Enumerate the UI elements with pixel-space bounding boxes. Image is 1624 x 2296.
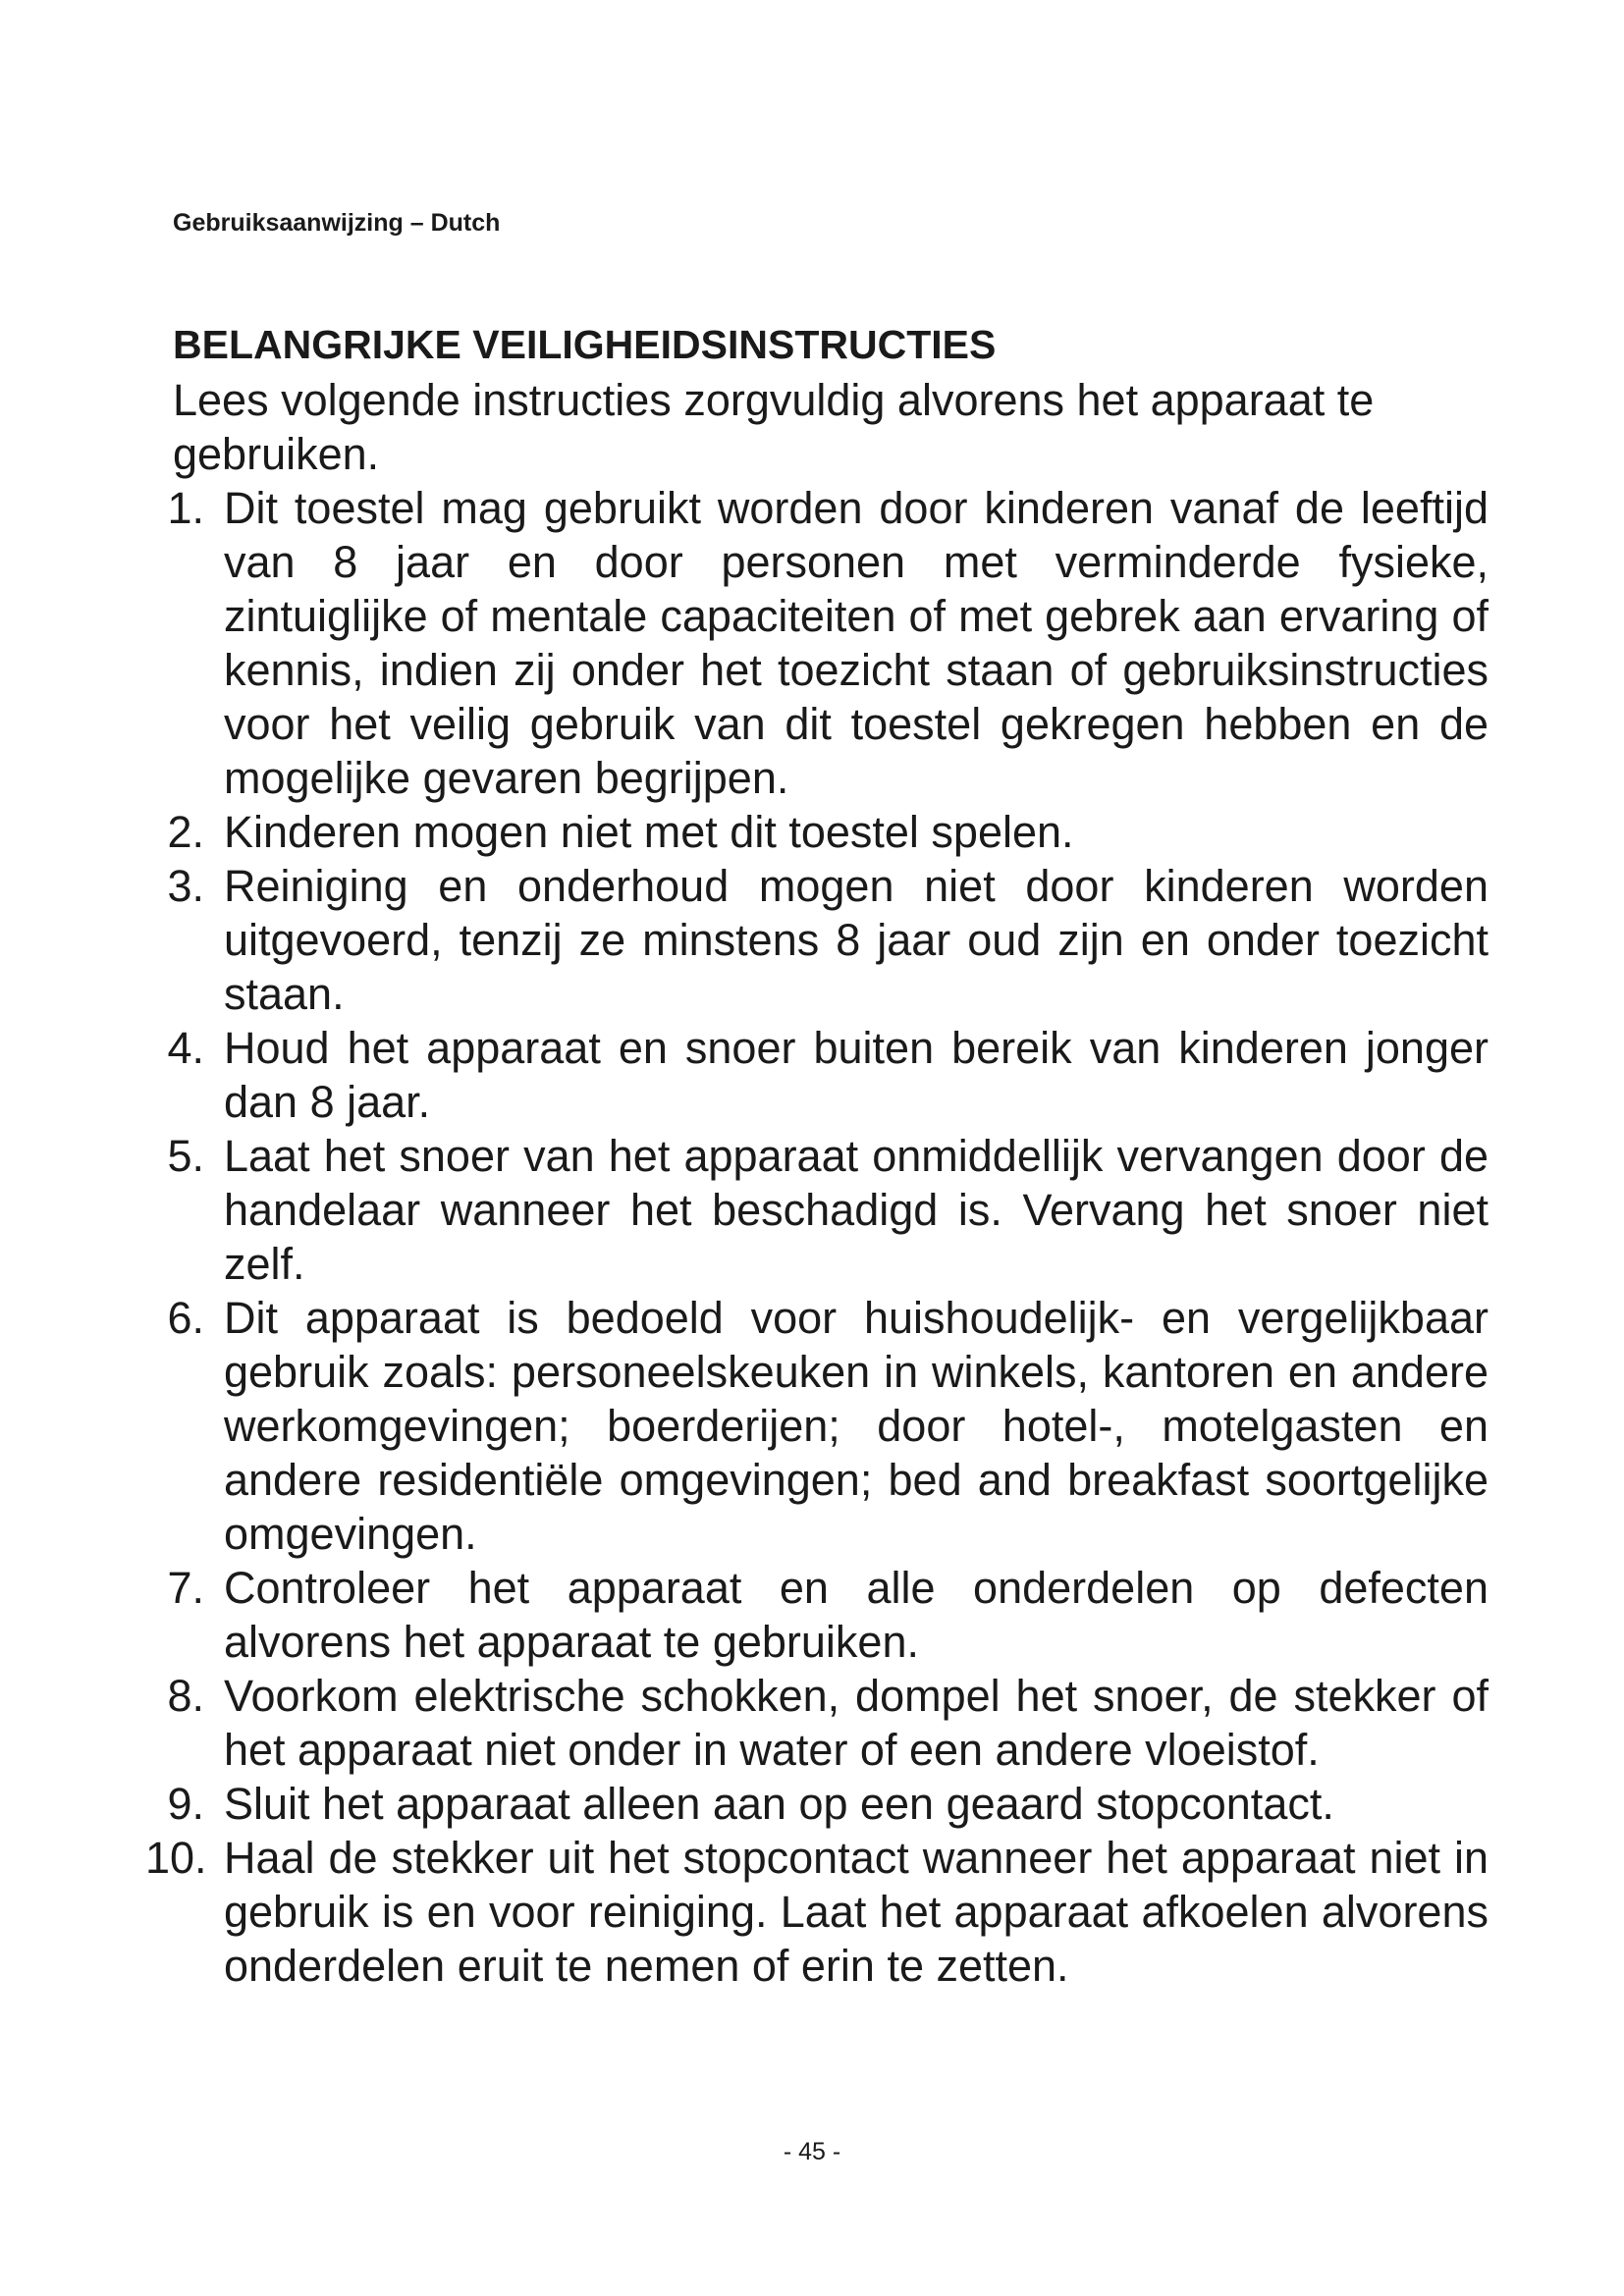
instruction-list	[145, 481, 1489, 1993]
item-number: 4.	[167, 1023, 204, 1073]
item-text: Kinderen mogen niet met dit toestel spelen.	[224, 807, 1074, 857]
item-text: Houd het apparaat en snoer buiten bereik van kinderen jonger dan 8 jaar.	[224, 1023, 1489, 1127]
intro-text: Lees volgende instructies zorgvuldig alvorens het apparaat te gebruiken.	[173, 375, 1375, 479]
item-number: 10.	[145, 1833, 207, 1883]
item-number: 3.	[167, 861, 204, 911]
main-content	[145, 316, 1489, 1993]
list-item	[167, 1129, 1489, 1291]
item-number: 1.	[167, 483, 204, 533]
item-text: Controleer het apparaat en alle onderdelen op defecten alvorens het apparaat te gebruiken.	[224, 1563, 1489, 1667]
page-number: - 45 -	[783, 2138, 841, 2165]
list-item	[167, 1777, 1489, 1831]
item-text: Laat het snoer van het apparaat onmiddellijk vervangen door de handelaar wanneer het beschadigd is. Vervang het snoer niet zelf.	[224, 1131, 1489, 1289]
list-item	[167, 481, 1489, 805]
item-number: 5.	[167, 1131, 204, 1181]
list-item	[167, 859, 1489, 1021]
item-number: 6.	[167, 1293, 204, 1343]
item-text: Dit apparaat is bedoeld voor huishoudelijk- en vergelijkbaar gebruik zoals: personeelskeuken in winkels, kantoren en andere werkomgevingen; boerderijen; door hotel-, motelgasten en andere residentiële omgevingen; bed and breakfast soortgelijke omgevingen.	[224, 1293, 1489, 1559]
list-item	[167, 805, 1489, 859]
item-text: Sluit het apparaat alleen aan op een geaard stopcontact.	[224, 1779, 1334, 1829]
item-text: Voorkom elektrische schokken, dompel het snoer, de stekker of het apparaat niet onder in water of een andere vloeistof.	[224, 1671, 1489, 1775]
list-item	[167, 1021, 1489, 1129]
item-number: 9.	[167, 1779, 204, 1829]
list-item	[145, 1831, 1489, 1993]
list-item	[167, 1561, 1489, 1669]
page-title: BELANGRIJKE VEILIGHEIDSINSTRUCTIES	[173, 322, 997, 367]
item-text: Haal de stekker uit het stopcontact wanneer het apparaat niet in gebruik is en voor reiniging. Laat het apparaat afkoelen alvorens onderdelen eruit te nemen of erin te zetten.	[224, 1833, 1489, 1991]
item-number: 7.	[167, 1563, 204, 1613]
item-text: Reiniging en onderhoud mogen niet door kinderen worden uitgevoerd, tenzij ze minstens 8 jaar oud zijn en onder toezicht staan.	[224, 861, 1489, 1019]
item-number: 2.	[167, 807, 204, 857]
page-header: Gebruiksaanwijzing – Dutch	[173, 209, 501, 237]
list-item	[167, 1669, 1489, 1777]
list-item	[167, 1291, 1489, 1561]
item-text: Dit toestel mag gebruikt worden door kinderen vanaf de leeftijd van 8 jaar en door personen met verminderde fysieke, zintuiglijke of mentale capaciteiten of met gebrek aan ervaring of kennis, indien zij onder het toezicht staan of gebruiksinstructies voor het veilig gebruik van dit toestel gekregen hebben en de mogelijke gevaren begrijpen.	[224, 483, 1489, 803]
item-number: 8.	[167, 1671, 204, 1721]
